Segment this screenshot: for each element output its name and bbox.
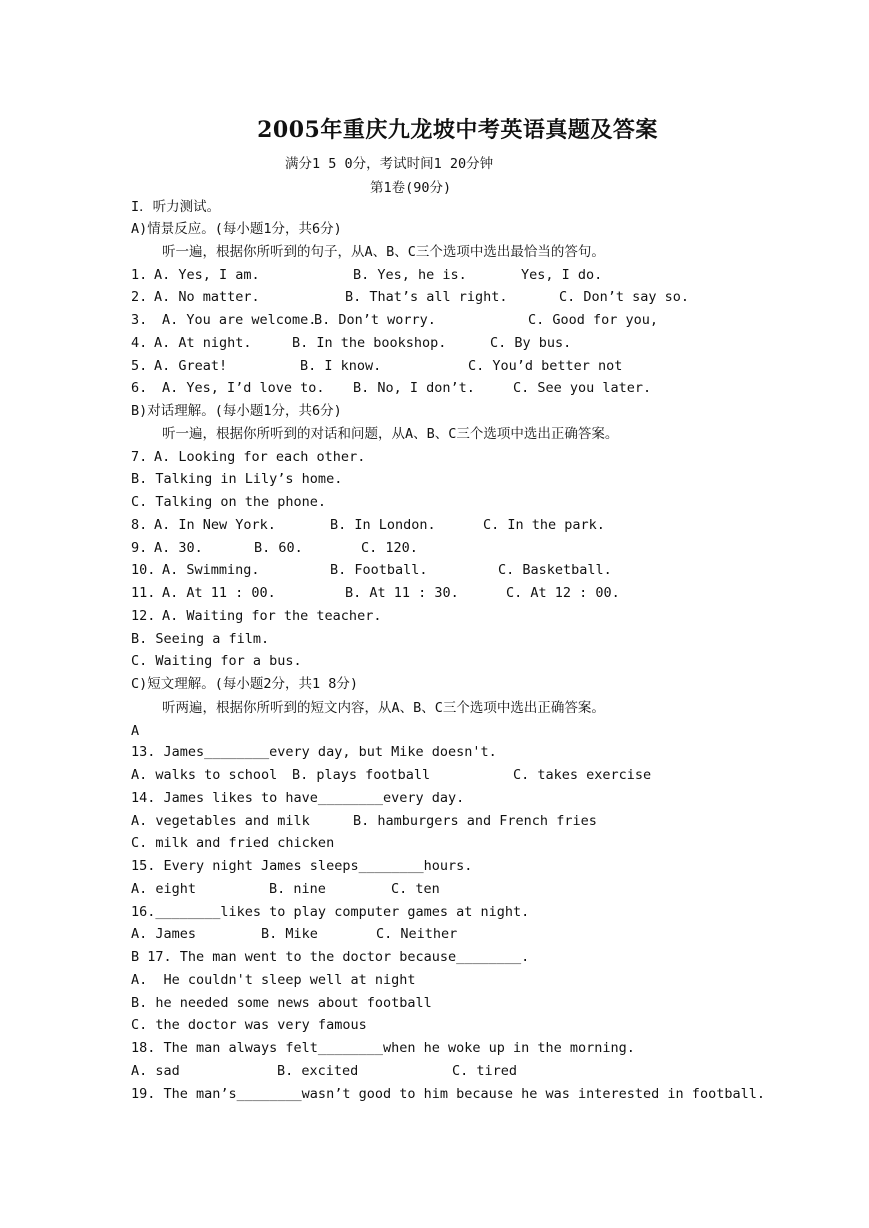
section-b-title: B)对话理解。(每小题1分，共6分) xyxy=(131,403,342,419)
option-a: A. No matter. xyxy=(154,289,260,305)
option-c: C. ten xyxy=(391,881,440,897)
option-c: C. By bus. xyxy=(490,335,572,351)
section-c-title: C)短文理解。(每小题2分，共1 8分) xyxy=(131,676,359,692)
part1-heading: I．听力测试。 xyxy=(131,199,221,215)
option-a: A. Yes, I am. xyxy=(154,267,260,283)
option-b: B. he needed some news about football xyxy=(131,995,432,1011)
option-b: B. Don’t worry. xyxy=(314,312,436,328)
option-b: B. Talking in Lily’s home. xyxy=(131,471,343,487)
option-a: A. Looking for each other. xyxy=(154,449,366,465)
question-number: 10. xyxy=(131,562,156,578)
option-a: A. At 11 : 00. xyxy=(162,585,276,601)
page-title: 2005年重庆九龙坡中考英语真题及答案 xyxy=(257,117,658,143)
question-stem: 18. The man always felt________when he woke up in the morning. xyxy=(131,1040,635,1056)
option-c: C. You’d better not xyxy=(468,358,623,374)
passage-a-marker: A xyxy=(131,723,140,739)
option-c: C. takes exercise xyxy=(513,767,652,783)
option-b: B. At 11 : 30. xyxy=(345,585,459,601)
option-a: A. Yes, I’d love to. xyxy=(162,380,325,396)
option-b: B. Football. xyxy=(330,562,428,578)
question-number: 5. xyxy=(131,358,148,374)
option-c: C. In the park. xyxy=(483,517,605,533)
option-a: A. Waiting for the teacher. xyxy=(162,608,382,624)
option-b: B. In London. xyxy=(330,517,436,533)
option-c: Yes, I do. xyxy=(521,267,603,283)
option-a: A. walks to school xyxy=(131,767,278,783)
option-a: A. He couldn't sleep well at night xyxy=(131,972,416,988)
question-number: 2. xyxy=(131,289,148,305)
option-a: A. 30. xyxy=(154,540,203,556)
option-c: C. Talking on the phone. xyxy=(131,494,327,510)
option-a: A. You are welcome. xyxy=(162,312,317,328)
question-stem: 14. James likes to have________every day. xyxy=(131,790,465,806)
question-number: 7. xyxy=(131,449,148,465)
option-a: A. sad xyxy=(131,1063,180,1079)
score-time-line: 满分1 5 0分，考试时间1 20分钟 xyxy=(285,156,494,172)
option-a: A. In New York. xyxy=(154,517,276,533)
question-stem: 19. The man’s________wasn’t good to him because he was interested in football. xyxy=(131,1086,765,1102)
option-b: B. 60. xyxy=(254,540,303,556)
option-b: B. No, I don’t. xyxy=(353,380,475,396)
option-b: B. That’s all right. xyxy=(345,289,508,305)
question-number: 1. xyxy=(131,267,148,283)
section-a-instructions: 听一遍，根据你所听到的句子，从A、B、C三个选项中选出最恰当的答句。 xyxy=(162,244,605,260)
option-c: C. tired xyxy=(452,1063,518,1079)
option-b: B. nine xyxy=(269,881,326,897)
section-b-instructions: 听一遍，根据你所听到的对话和问题，从A、B、C三个选项中选出正确答案。 xyxy=(162,426,619,442)
option-b: B. hamburgers and French fries xyxy=(353,813,597,829)
section-c-instructions: 听两遍，根据你所听到的短文内容，从A、B、C三个选项中选出正确答案。 xyxy=(162,700,605,716)
option-a: A. James xyxy=(131,926,197,942)
question-number: 6. xyxy=(131,380,148,396)
option-b: B. Seeing a film. xyxy=(131,631,270,647)
option-b: B. In the bookshop. xyxy=(292,335,447,351)
question-stem: 16.________likes to play computer games at night. xyxy=(131,904,530,920)
option-a: A. eight xyxy=(131,881,197,897)
option-c: C. Don’t say so. xyxy=(559,289,690,305)
question-stem: B 17. The man went to the doctor because________. xyxy=(131,949,530,965)
question-number: 12. xyxy=(131,608,156,624)
question-number: 9. xyxy=(131,540,148,556)
option-c: C. See you later. xyxy=(513,380,652,396)
option-b: B. Mike xyxy=(261,926,318,942)
option-c: C. At 12 : 00. xyxy=(506,585,620,601)
question-number: 4. xyxy=(131,335,148,351)
option-b: B. I know. xyxy=(300,358,382,374)
option-c: C. Basketball. xyxy=(498,562,612,578)
option-c: C. 120. xyxy=(361,540,418,556)
option-b: B. plays football xyxy=(292,767,431,783)
option-a: A. vegetables and milk xyxy=(131,813,310,829)
question-stem: 15. Every night James sleeps________hours. xyxy=(131,858,473,874)
question-number: 8. xyxy=(131,517,148,533)
section-a-title: A)情景反应。(每小题1分，共6分) xyxy=(131,221,342,237)
option-a: A. At night. xyxy=(154,335,252,351)
option-a: A. Swimming. xyxy=(162,562,260,578)
volume-label: 第1卷(90分) xyxy=(370,180,452,196)
option-c: C. Waiting for a bus. xyxy=(131,653,302,669)
option-a: A. Great! xyxy=(154,358,228,374)
option-b: B. Yes, he is. xyxy=(353,267,467,283)
question-number: 11. xyxy=(131,585,156,601)
option-c: C. Neither xyxy=(376,926,458,942)
question-number: 3. xyxy=(131,312,148,328)
question-stem: 13. James________every day, but Mike doesn't. xyxy=(131,744,497,760)
option-c: C. the doctor was very famous xyxy=(131,1017,367,1033)
option-b: B. excited xyxy=(277,1063,359,1079)
option-c: C. milk and fried chicken xyxy=(131,835,335,851)
option-c: C. Good for you, xyxy=(528,312,659,328)
